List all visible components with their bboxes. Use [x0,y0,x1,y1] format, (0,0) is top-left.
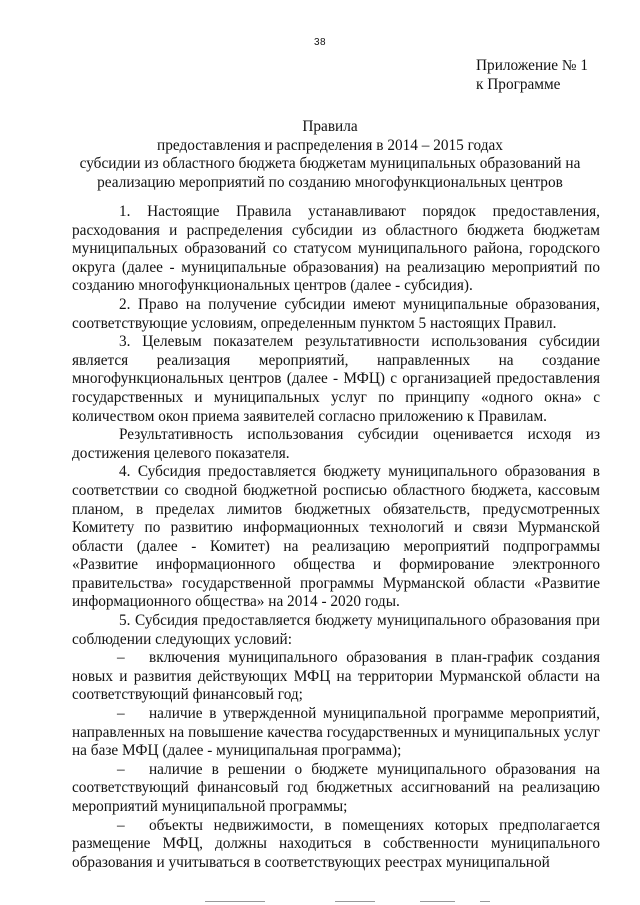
paragraph: 4. Субсидия предоставляется бюджету муниципального образования в соответствии со сводной бюджетной росписью областного бюджета, кассовым планом, в пределах лимитов бюджетных обязательств, предусмотренных Комитету по развитию информационных технологий и связи Мурманской области (далее - Комитет) на реализацию мероприятий подпрограммы «Развитие информационного общества и формирование электронного правительства» государственной программы Мурманской области «Развитие информационного общества» на 2014 - 2020 годы. [72,463,600,611]
document-body [72,203,600,872]
list-item-text: включения муниципального образования в план-график создания новых и развития действующих МФЦ на территории Мурманской области на соответствующий финансовый год; [72,649,600,704]
dash-marker: – [117,760,125,778]
scan-artifacts [0,893,640,905]
paragraph: Результативность использования субсидии оценивается исходя из достижения целевого показателя. [72,426,600,462]
list-item [72,817,600,873]
dash-marker: – [117,705,125,723]
list-item-text: наличие в решении о бюджете муниципального образования на соответствующий финансовый год бюджетных ассигнований на реализацию мероприятий муниципальной программы; [72,760,600,815]
appendix-line-2: к Программе [476,76,561,93]
paragraph: 5. Субсидия предоставляется бюджету муниципального образования при соблюдении следующих условий: [72,612,600,648]
paragraph: 3. Целевым показателем результативности использования субсидии является реализация мероприятий, направленных на создание многофункциональных центров (далее - МФЦ) с организацией предоставления государственных и муниципальных услуг по принципу «одного окна» с количеством окон приема заявителей согласно приложению к Правилам. [72,333,600,425]
list-item-text: объекты недвижимости, в помещениях которых предполагается размещение МФЦ, должны находиться в собственности муниципального образования и учитываться в соответствующих реестрах муниципальной [72,816,600,871]
list-item [72,649,600,705]
appendix-line-1: Приложение № 1 [476,57,588,74]
list-item [72,761,600,817]
title-line-4: реализацию мероприятий по созданию многофункциональных центров [97,174,563,192]
paragraph: 2. Право на получение субсидии имеют муниципальные образования, соответствующие условиям, определенным пунктом 5 настоящих Правил. [72,295,600,332]
title-line-2: предоставления и распределения в 2014 – 2015 годах [157,136,503,154]
title-line-1: Правила [302,118,358,135]
list-item-text: наличие в утвержденной муниципальной программе мероприятий, направленных на повышение качества государственных и муниципальных услуг на базе МФЦ (далее - муниципальная программа); [72,705,600,760]
paragraph: 1. Настоящие Правила устанавливают порядок предоставления, расходования и распределения субсидии из областного бюджета бюджетам муниципальных образований со статусом муниципального района, городского округа (далее - муниципальные образования) на реализацию мероприятий по созданию многофункциональных центров (далее - субсидия). [72,203,600,295]
appendix-header [476,56,588,94]
title-line-3: субсидии из областного бюджета бюджетам муниципальных образований на [79,155,581,173]
list-item [72,705,600,761]
dash-marker: – [117,649,125,667]
document-title [50,118,610,193]
dash-marker: – [117,816,125,834]
page-number: 38 [313,37,327,48]
